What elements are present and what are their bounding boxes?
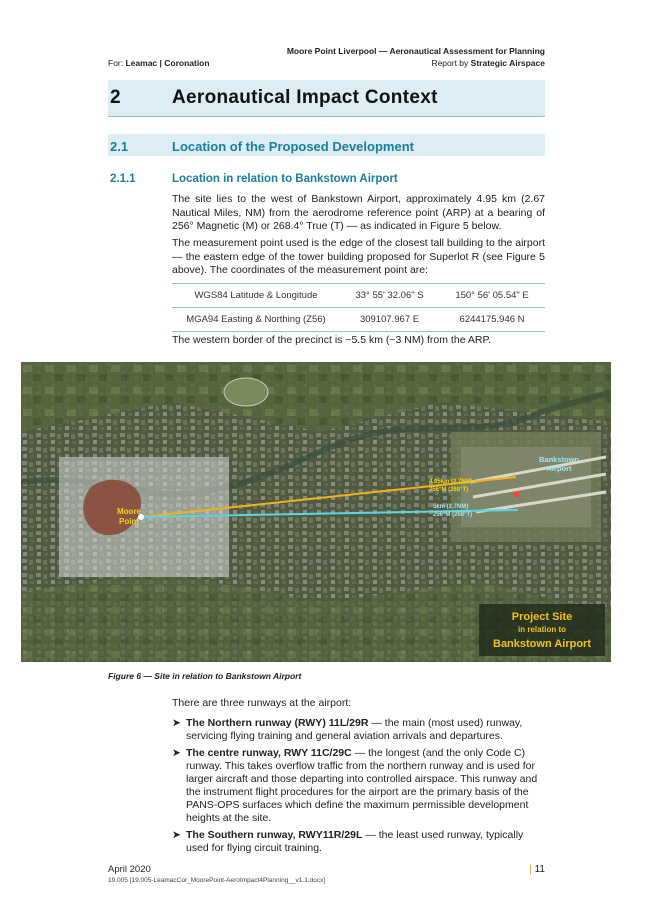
- section-title: Aeronautical Impact Context: [172, 87, 438, 108]
- coord-value-a: 33° 55' 32.06" S: [340, 284, 439, 308]
- coord-value-a: 309107.967 E: [340, 308, 439, 332]
- subsection-number: 2.1: [110, 139, 129, 154]
- map-label-moore-point: Moore: [117, 507, 141, 516]
- coord-label: MGA94 Easting & Northing (Z56): [172, 308, 340, 332]
- list-item: ➤ The Northern runway (RWY) 11L/29R — the main (most used) runway, servicing flying training and general aviation arrivals and departures.: [172, 717, 523, 742]
- coordinates-table: [172, 283, 545, 332]
- map-line-label-cyan: 256°M (268°T): [433, 512, 473, 518]
- map-inset-title: Project Site: [511, 611, 573, 623]
- subsubsection-number: 2.1.1: [110, 173, 136, 185]
- figure-caption: Figure 6 — Site in relation to Bankstown Airport: [108, 671, 302, 681]
- runway-list: [172, 717, 545, 859]
- paragraph-runways-intro: There are three runways at the airport:: [172, 697, 352, 709]
- arrow-bullet-icon: ➤: [172, 717, 181, 729]
- map-inset-airport: Bankstown Airport: [493, 638, 591, 650]
- aerial-map-graphic: [21, 362, 611, 662]
- header-title: Moore Point Liverpool — Aeronautical Assessment for Planning: [286, 46, 545, 56]
- paragraph-western-border: The western border of the precinct is ~5.5 km (~3 NM) from the ARP.: [172, 334, 492, 346]
- subsection-title: Location of the Proposed Development: [172, 139, 414, 154]
- aerial-map: [21, 362, 611, 662]
- header-author: Report by Strategic Airspace: [431, 58, 545, 68]
- paragraph-measurement: The measurement point used is the edge of the closest tall building to the airport — the eastern edge of the tower building proposed for Superlot R (see Figure 5 above). The coordinates of the measurement point are:: [172, 237, 545, 276]
- table-row: [172, 308, 545, 332]
- map-label-moore-point: Point: [119, 517, 139, 526]
- page-number: | 11: [529, 864, 545, 875]
- map-line-label-cyan: 5km (2.7NM): [433, 504, 469, 510]
- list-item: ➤ The Southern runway, RWY11R/29L — the least used runway, typically used for flying circuit training.: [172, 829, 524, 854]
- arrow-bullet-icon: ➤: [172, 747, 181, 759]
- footer-date: April 2020: [108, 864, 151, 875]
- section-number: 2: [110, 87, 121, 108]
- map-inset-subtitle: in relation to: [518, 625, 566, 634]
- footer-reference: 19.005 [19.005-LeamacCor_MoorePoint-AeroImpact4Planning__v1.1.docx]: [108, 877, 326, 884]
- coord-value-b: 150° 56' 05.54" E: [439, 284, 545, 308]
- coord-label: WGS84 Latitude & Longitude: [172, 284, 340, 308]
- map-line-label-yellow: 256°M (268°T): [429, 487, 469, 493]
- list-item: ➤ The centre runway, RWY 11C/29C — the longest (and the only Code C) runway. This takes overflow traffic from the northern runway and is used for larger aircraft and those departing into controlled airspace. This runway and the instrument flight procedures for the airport are the primary basis of the PANS-OPS surfaces which define the maximum permissible development heights at the site.: [172, 747, 538, 824]
- coord-value-b: 6244175.946 N: [439, 308, 545, 332]
- table-row: [172, 284, 545, 308]
- header-client: For: Leamac | Coronation: [108, 58, 210, 68]
- arrow-bullet-icon: ➤: [172, 829, 181, 841]
- map-label-bankstown: Bankstown: [538, 455, 580, 464]
- paragraph-location: The site lies to the west of Bankstown Airport, approximately 4.95 km (2.67 Nautical Miles, NM) from the aerodrome reference point (ARP) at a bearing of 256° Magnetic (M) or 268.4° True (T) — as indicated in Figure 5 below.: [172, 193, 545, 232]
- map-label-bankstown: Airport: [546, 464, 572, 473]
- map-line-label-yellow: 4.95km (2.7NM): [429, 479, 473, 485]
- subsubsection-title: Location in relation to Bankstown Airport: [172, 173, 398, 185]
